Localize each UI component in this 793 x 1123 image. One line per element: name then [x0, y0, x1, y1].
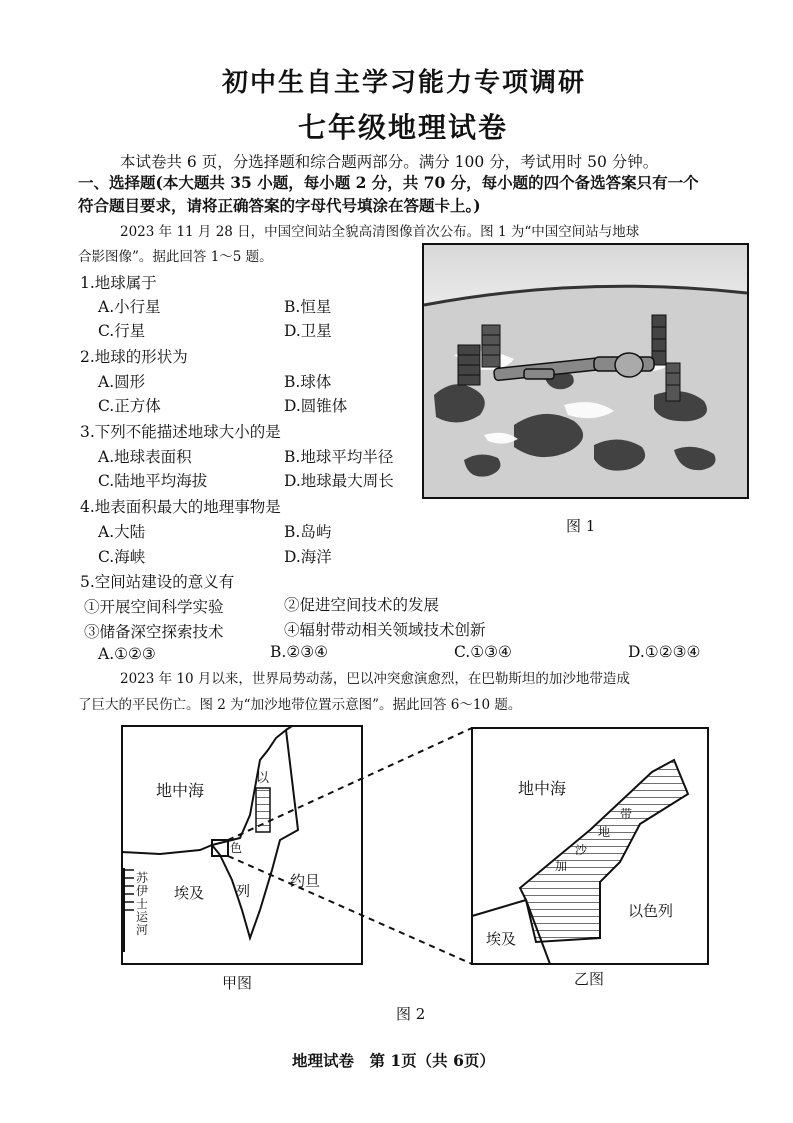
space-station-photo — [422, 243, 749, 499]
map-a-israel-char-3: 列 — [236, 884, 250, 900]
svg-text:运: 运 — [136, 910, 149, 924]
map-a-israel-char-1: 以 — [256, 771, 270, 786]
svg-text:苏: 苏 — [136, 871, 149, 885]
question-2-stem: 2.地球的形状为 — [80, 348, 188, 366]
svg-text:河: 河 — [136, 923, 149, 937]
question-4-option-a: A.大陆 — [98, 523, 146, 541]
passage1-line1: 2023 年 11 月 28 日，中国空间站全貌高清图像首次公布。图 1 为“中国空间站与地球 — [120, 224, 640, 240]
question-1-option-d: D.卫星 — [284, 322, 332, 340]
map-a-canal-label — [136, 871, 149, 937]
question-5-option-d: D.①②③④ — [628, 643, 701, 661]
question-1-option-a: A.小行星 — [98, 298, 161, 316]
question-3-option-c: C.陆地平均海拔 — [98, 472, 208, 490]
question-3-option-d: D.地球最大周长 — [284, 472, 394, 490]
question-1-stem: 1.地球属于 — [80, 274, 157, 292]
question-5-statement-1: ①开展空间科学实验 — [84, 598, 224, 616]
question-1-option-c: C.行星 — [98, 322, 146, 340]
question-5-option-b: B.②③④ — [270, 643, 329, 661]
map-a-caption: 甲图 — [222, 974, 253, 992]
question-5-statement-4: ④辐射带动相关领域技术创新 — [284, 621, 486, 639]
question-4-option-b: B.岛屿 — [284, 523, 332, 541]
svg-text:加: 加 — [555, 859, 568, 873]
exam-intro: 本试卷共 6 页，分选择题和综合题两部分。满分 100 分，考试用时 50 分钟。 — [120, 153, 659, 171]
map-b-caption: 乙图 — [574, 970, 605, 988]
map-b-israel-label: 以色列 — [628, 902, 674, 920]
passage1-line2: 合影图像”。据此回答 1～5 题。 — [78, 249, 273, 265]
question-2-option-c: C.正方体 — [98, 397, 161, 415]
gaza-location-maps — [100, 720, 720, 970]
section-heading-line2: 符合题目要求，请将正确答案的字母代号填涂在答题卡上。) — [78, 196, 481, 215]
question-4-option-c: C.海峡 — [98, 548, 146, 566]
svg-text:沙: 沙 — [575, 843, 588, 857]
map-a-jordan-label: 约旦 — [290, 872, 321, 890]
question-5-stem: 5.空间站建设的意义有 — [80, 573, 235, 591]
map-b-sea-label: 地中海 — [518, 779, 567, 798]
question-5-statement-2: ②促进空间技术的发展 — [284, 596, 440, 614]
question-2-option-b: B.球体 — [284, 373, 332, 391]
page-footer: 地理试卷 第 1页（共 6页） — [292, 1051, 495, 1070]
question-4-stem: 4.地表面积最大的地理事物是 — [80, 498, 281, 516]
question-5-option-c: C.①③④ — [454, 643, 512, 661]
map-a-egypt-label: 埃及 — [174, 884, 205, 902]
svg-text:伊: 伊 — [136, 884, 149, 898]
map-a-israel-char-2: 色 — [230, 841, 243, 855]
map-a-sea-label: 地中海 — [156, 781, 205, 800]
question-4-option-d: D.海洋 — [284, 548, 332, 566]
svg-text:地: 地 — [598, 825, 611, 839]
figure-2-caption: 图 2 — [396, 1005, 426, 1023]
question-3-option-a: A.地球表面积 — [98, 448, 192, 466]
question-1-option-b: B.恒星 — [284, 298, 332, 316]
question-3-stem: 3.下列不能描述地球大小的是 — [80, 423, 281, 441]
svg-text:带: 带 — [620, 807, 633, 821]
figure-1-caption: 图 1 — [566, 517, 596, 535]
space-station-illustration — [424, 245, 747, 497]
svg-text:士: 士 — [136, 897, 149, 911]
section-heading-line1: 一、选择题(本大题共 35 小题，每小题 2 分，共 70 分，每小题的四个备选答案只有一个 — [78, 173, 699, 192]
exam-subtitle: 七年级地理试卷 — [298, 111, 509, 144]
passage2-line2: 了巨大的平民伤亡。图 2 为“加沙地带位置示意图”。据此回答 6～10 题。 — [78, 697, 522, 713]
question-2-option-a: A.圆形 — [98, 373, 146, 391]
passage2-line1: 2023 年 10 月以来，世界局势动荡，巴以冲突愈演愈烈，在巴勒斯坦的加沙地带造成 — [120, 671, 630, 687]
question-3-option-b: B.地球平均半径 — [284, 448, 394, 466]
question-5-statement-3: ③储备深空探索技术 — [84, 623, 224, 641]
exam-title: 初中生自主学习能力专项调研 — [222, 68, 587, 98]
question-5-option-a: A.①②③ — [98, 645, 156, 663]
question-2-option-d: D.圆锥体 — [284, 397, 348, 415]
map-b-egypt-label: 埃及 — [486, 930, 517, 948]
